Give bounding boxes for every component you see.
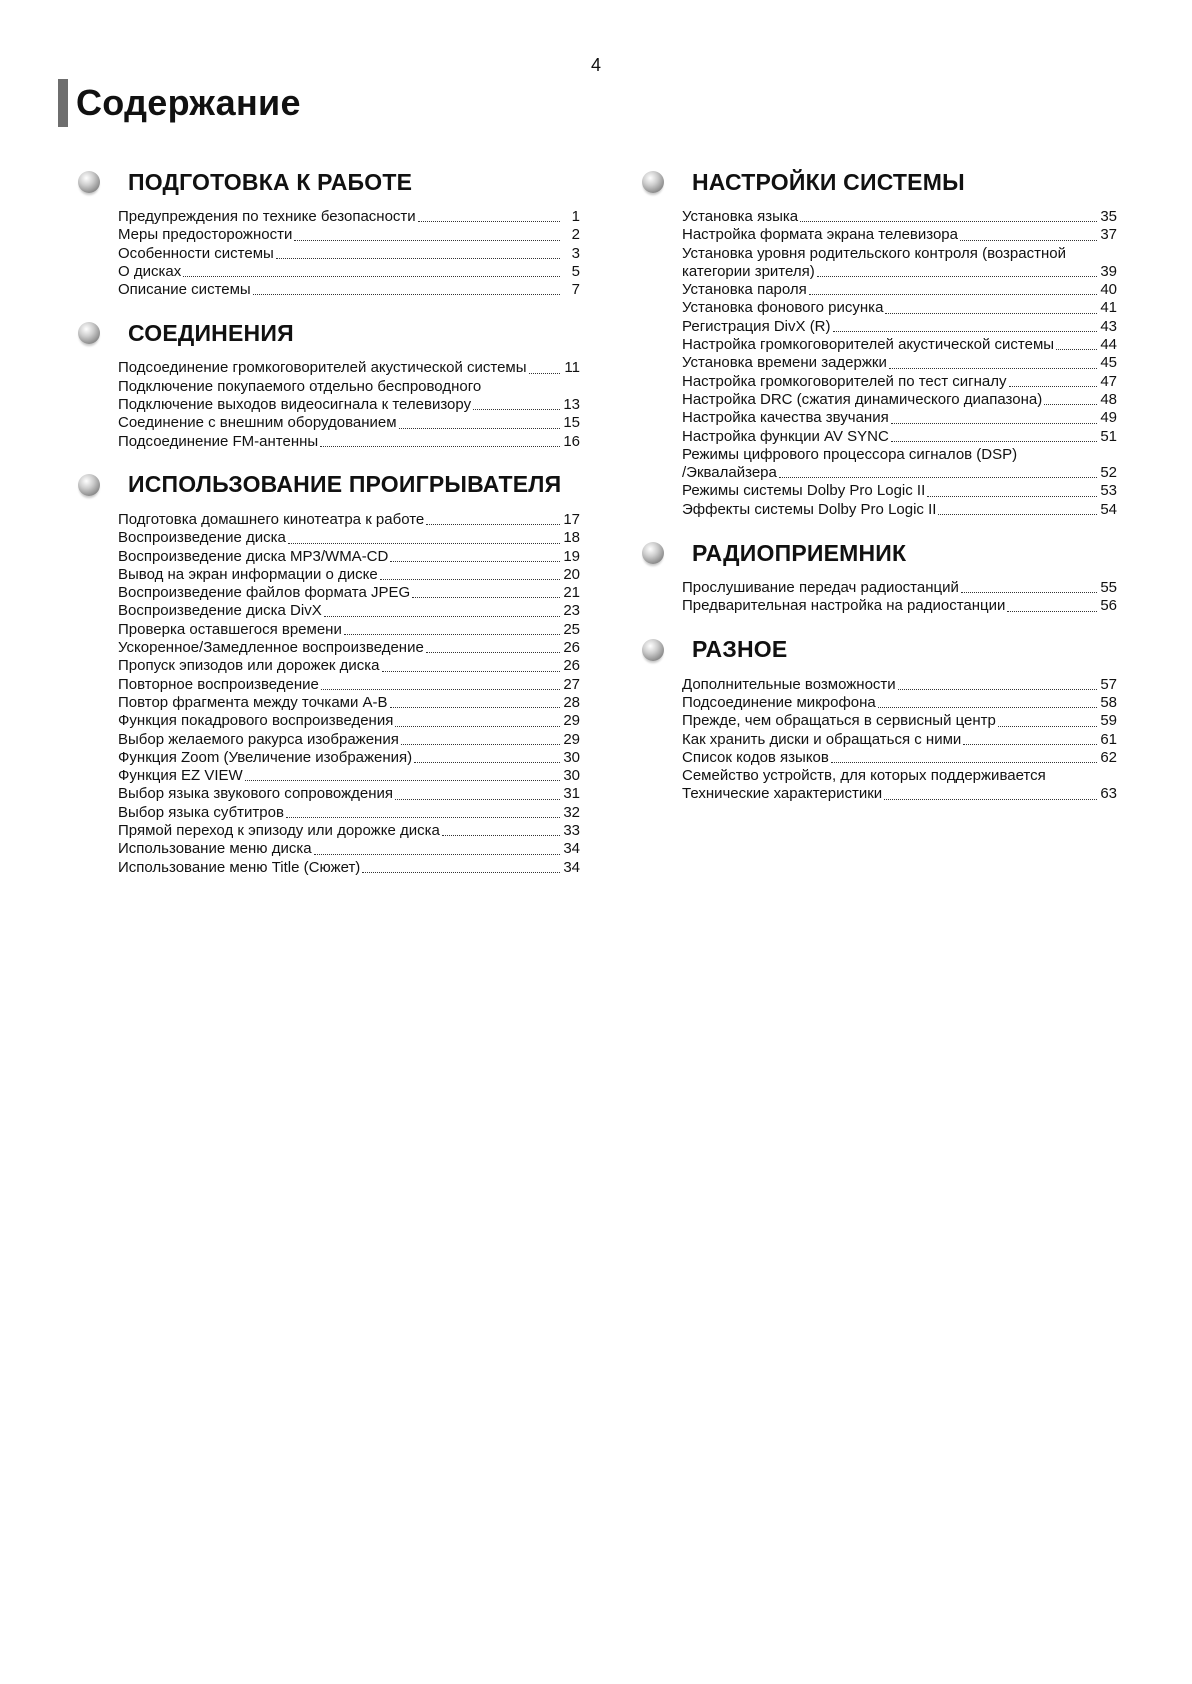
- toc-entries: [682, 676, 1117, 804]
- dot-leader: [884, 799, 1097, 800]
- toc-entry-title: Как хранить диски и обращаться с ними: [682, 730, 962, 748]
- toc-entry-title: Подсоединение FM-антенны: [118, 432, 319, 450]
- toc-entry: [118, 433, 580, 451]
- toc-entry-page: 30: [563, 767, 580, 785]
- toc-entry: [118, 621, 580, 639]
- toc-entry-title: Подсоединение микрофона: [682, 693, 876, 711]
- toc-entry: [118, 694, 580, 712]
- toc-entry-page: 40: [1100, 281, 1117, 299]
- toc-entry: [118, 602, 580, 620]
- right-column: [642, 164, 1117, 820]
- toc-entry: [682, 785, 1117, 803]
- toc-entry-page: 19: [563, 547, 580, 565]
- toc-entry-page: 33: [563, 822, 580, 840]
- toc-entry-title: Эффекты системы Dolby Pro Logic II: [682, 500, 937, 518]
- toc-entry-title: Проверка оставшегося времени: [118, 620, 342, 638]
- toc-entry-page: 29: [563, 712, 580, 730]
- toc-entry-page: 5: [571, 262, 580, 280]
- dot-leader: [390, 707, 560, 708]
- toc-entry-page: 23: [563, 602, 580, 620]
- toc-entry-title: Прямой переход к эпизоду или дорожке диска: [118, 822, 440, 840]
- toc-entry-title: Прослушивание передач радиостанций: [682, 579, 959, 597]
- toc-entry: [682, 245, 1117, 263]
- toc-entry-page: 34: [563, 858, 580, 876]
- toc-entry-title: Настройка формата экрана телевизора: [682, 226, 958, 244]
- toc-entry-page: 2: [571, 226, 580, 244]
- dot-leader: [245, 780, 560, 781]
- dot-leader: [276, 258, 560, 259]
- toc-entry-title: Использование меню Title (Сюжет): [118, 858, 361, 876]
- dot-leader: [938, 514, 1097, 515]
- dot-leader: [399, 428, 560, 429]
- dot-leader: [891, 441, 1097, 442]
- toc-entry-title: Регистрация DivX (R): [682, 317, 831, 335]
- toc-entry-title: Предварительная настройка на радиостанции: [682, 597, 1006, 615]
- toc-entry-title: Выбор желаемого ракурса изображения: [118, 730, 399, 748]
- toc-entry-title: Использование меню диска: [118, 840, 312, 858]
- toc-entry-title: Вывод на экран информации о диске: [118, 565, 378, 583]
- dot-leader: [1056, 349, 1097, 350]
- section-radio: [642, 535, 1117, 616]
- toc-entry-title: Дополнительные возможности: [682, 675, 896, 693]
- toc-entry-title: Предупреждения по технике безопасности: [118, 208, 416, 225]
- toc-entry-page: 51: [1100, 427, 1117, 445]
- toc-entry: [118, 208, 580, 226]
- toc-entry: [682, 336, 1117, 354]
- dot-leader: [1007, 611, 1097, 612]
- section-title: ИСПОЛЬЗОВАНИЕ ПРОИГРЫВАТЕЛЯ: [128, 471, 562, 498]
- toc-entry: [682, 712, 1117, 730]
- toc-entries: [682, 579, 1117, 616]
- dot-leader: [418, 221, 560, 222]
- toc-entry-title: Ускоренное/Замедленное воспроизведение: [118, 639, 424, 657]
- page-number: 4: [590, 55, 601, 75]
- dot-leader: [320, 446, 560, 447]
- toc-entry-title: Подготовка домашнего кинотеатра к работе: [118, 510, 425, 528]
- dot-leader: [412, 597, 560, 598]
- toc-entry: [682, 464, 1117, 482]
- toc-entry: [118, 767, 580, 785]
- dot-leader: [961, 592, 1097, 593]
- toc-entry-page: 21: [563, 584, 580, 602]
- toc-entry-page: 41: [1100, 299, 1117, 317]
- section-system-settings: [642, 164, 1117, 519]
- toc-entry: [118, 226, 580, 244]
- toc-entry: [118, 281, 580, 299]
- toc-entry-page: 54: [1100, 500, 1117, 518]
- toc-entry: [682, 208, 1117, 226]
- left-column: [78, 164, 580, 893]
- toc-entry-page: 59: [1100, 712, 1117, 730]
- dot-leader: [831, 762, 1097, 763]
- section-header: [642, 632, 1117, 668]
- toc-entry-page: 61: [1100, 730, 1117, 748]
- dot-leader: [253, 294, 560, 295]
- toc-entry-page: 34: [563, 840, 580, 858]
- toc-entry-title: Установка времени задержки: [682, 354, 887, 372]
- toc-entry: [118, 511, 580, 529]
- toc-entry-title: Настройка качества звучания: [682, 409, 889, 427]
- dot-leader: [426, 524, 560, 525]
- dot-leader: [286, 817, 560, 818]
- toc-entry: [682, 446, 1117, 464]
- toc-entry: [118, 378, 580, 396]
- toc-entry-title: Подключение покупаемого отдельно беспроводного: [118, 377, 482, 395]
- dot-leader: [809, 294, 1097, 295]
- dot-leader: [891, 423, 1097, 424]
- dot-leader: [183, 276, 560, 277]
- toc-entry-page: 26: [563, 639, 580, 657]
- toc-entry-title: Режимы системы Dolby Pro Logic II: [682, 482, 926, 500]
- section-title: РАЗНОЕ: [692, 636, 788, 663]
- toc-entry-title: Настройка функции AV SYNC: [682, 427, 889, 445]
- toc-entry: [682, 731, 1117, 749]
- toc-entries: [118, 359, 580, 450]
- toc-entries: [682, 208, 1117, 519]
- dot-leader: [321, 689, 560, 690]
- toc-entry-title: Функция EZ VIEW: [118, 767, 243, 785]
- section-header: [78, 164, 580, 200]
- toc-entry: [682, 299, 1117, 317]
- sphere-bullet-icon: [642, 171, 664, 193]
- toc-entry-title: /Эквалайзера: [682, 464, 777, 482]
- dot-leader: [963, 744, 1097, 745]
- dot-leader: [294, 240, 560, 241]
- toc-entry: [118, 712, 580, 730]
- toc-entry-title: Воспроизведение файлов формата JPEG: [118, 584, 411, 602]
- toc-entry: [682, 409, 1117, 427]
- dot-leader: [779, 477, 1097, 478]
- toc-entry-title: Установка уровня родительского контроля (возрастной: [682, 244, 1066, 262]
- dot-leader: [998, 726, 1097, 727]
- section-title: СОЕДИНЕНИЯ: [128, 319, 294, 346]
- dot-leader: [885, 313, 1097, 314]
- toc-entry-page: 57: [1100, 675, 1117, 693]
- toc-entry-title: Настройка громкоговорителей акустической системы: [682, 336, 1055, 354]
- dot-leader: [898, 689, 1097, 690]
- toc-entries: [118, 208, 580, 299]
- dot-leader: [390, 561, 560, 562]
- dot-leader: [380, 579, 560, 580]
- toc-entry-page: 47: [1100, 372, 1117, 390]
- toc-entry-page: 27: [563, 675, 580, 693]
- toc-entry-title: Семейство устройств, для которых поддерживается: [682, 767, 1046, 785]
- dot-leader: [382, 671, 560, 672]
- toc-entry-page: 63: [1100, 785, 1117, 803]
- section-title: НАСТРОЙКИ СИСТЕМЫ: [692, 168, 965, 195]
- toc-entry-title: Прежде, чем обращаться в сервисный центр: [682, 712, 996, 730]
- toc-entry-page: 48: [1100, 390, 1117, 408]
- section-preparation: [78, 164, 580, 299]
- toc-entry: [118, 639, 580, 657]
- section-connections: [78, 315, 580, 450]
- toc-entry: [682, 694, 1117, 712]
- toc-entry: [682, 354, 1117, 372]
- toc-entry-page: 32: [563, 803, 580, 821]
- sphere-bullet-icon: [78, 171, 100, 193]
- toc-entry: [682, 749, 1117, 767]
- toc-entry-page: 17: [563, 510, 580, 528]
- dot-leader: [414, 762, 560, 763]
- toc-entry-title: Особенности системы: [118, 244, 274, 262]
- dot-leader: [324, 616, 560, 617]
- toc-entry-title: Воспроизведение диска: [118, 529, 286, 547]
- toc-entry-page: 53: [1100, 482, 1117, 500]
- toc-entry-title: Список кодов языков: [682, 748, 829, 766]
- toc-entry: [118, 840, 580, 858]
- toc-entry-page: 26: [563, 657, 580, 675]
- sphere-bullet-icon: [78, 322, 100, 344]
- toc-entry: [118, 731, 580, 749]
- toc-entry: [118, 785, 580, 803]
- toc-entry-title: категории зрителя): [682, 262, 815, 280]
- toc-entry-page: 29: [563, 730, 580, 748]
- title-bar-decoration: [58, 79, 68, 127]
- toc-entry: [682, 428, 1117, 446]
- dot-leader: [878, 707, 1097, 708]
- page-title-text: Содержание: [76, 82, 301, 123]
- toc-entry-title: Установка пароля: [682, 281, 807, 299]
- sphere-bullet-icon: [642, 542, 664, 564]
- toc-entry: [682, 281, 1117, 299]
- dot-leader: [960, 240, 1097, 241]
- toc-entry-title: Настройка DRC (сжатия динамического диапазона): [682, 390, 1043, 408]
- toc-entry: [682, 767, 1117, 785]
- toc-entry-page: 11: [564, 359, 580, 377]
- section-title: ПОДГОТОВКА К РАБОТЕ: [128, 168, 413, 195]
- toc-entry-title: Функция покадрового воспроизведения: [118, 712, 394, 730]
- dot-leader: [889, 368, 1097, 369]
- toc-entry: [682, 226, 1117, 244]
- toc-entry-title: Повтор фрагмента между точками A-B: [118, 693, 388, 711]
- toc-entry-page: 37: [1100, 226, 1117, 244]
- toc-entry: [682, 501, 1117, 519]
- toc-entry: [118, 245, 580, 263]
- toc-entry-page: 44: [1100, 336, 1117, 354]
- toc-entry: [118, 263, 580, 281]
- toc-entry-page: 7: [571, 281, 580, 299]
- sphere-bullet-icon: [78, 474, 100, 496]
- toc-entry: [118, 749, 580, 767]
- toc-entry-page: 28: [563, 693, 580, 711]
- toc-entry-title: Выбор языка субтитров: [118, 803, 284, 821]
- toc-entry-title: Повторное воспроизведение: [118, 675, 319, 693]
- toc-entry-title: Функция Zoom (Увеличение изображения): [118, 748, 413, 766]
- toc-entry: [118, 657, 580, 675]
- toc-entry-page: 16: [563, 432, 580, 450]
- toc-entry-page: 39: [1100, 262, 1117, 280]
- dot-leader: [529, 373, 560, 374]
- dot-leader: [288, 543, 560, 544]
- dot-leader: [362, 872, 560, 873]
- toc-entry-page: 56: [1100, 597, 1117, 615]
- toc-entry: [118, 859, 580, 877]
- toc-entry: [118, 676, 580, 694]
- toc-entry-page: 25: [563, 620, 580, 638]
- toc-entry: [118, 414, 580, 432]
- toc-entry-page: 45: [1100, 354, 1117, 372]
- toc-entry: [682, 318, 1117, 336]
- section-misc: [642, 632, 1117, 804]
- toc-entry-page: 43: [1100, 317, 1117, 335]
- toc-entry: [682, 391, 1117, 409]
- toc-entry: [118, 584, 580, 602]
- toc-entry-page: 52: [1100, 464, 1117, 482]
- toc-entry-page: 30: [563, 748, 580, 766]
- toc-entry: [118, 822, 580, 840]
- toc-entry: [682, 597, 1117, 615]
- toc-entry-title: Подсоединение громкоговорителей акустической системы: [118, 359, 527, 377]
- toc-entry-title: Настройка громкоговорителей по тест сигналу: [682, 372, 1007, 390]
- toc-entry-title: Меры предосторожности: [118, 226, 293, 244]
- toc-entry-page: 55: [1100, 579, 1117, 597]
- toc-entry-title: Установка фонового рисунка: [682, 299, 884, 317]
- dot-leader: [401, 744, 560, 745]
- dot-leader: [442, 835, 560, 836]
- toc-entry: [118, 548, 580, 566]
- toc-entry-page: 62: [1100, 748, 1117, 766]
- toc-entry-page: 13: [563, 396, 580, 414]
- dot-leader: [800, 221, 1097, 222]
- dot-leader: [395, 726, 560, 727]
- dot-leader: [1009, 386, 1097, 387]
- toc-entry-title: Описание системы: [118, 281, 251, 299]
- toc-entry: [118, 566, 580, 584]
- toc-entry: [682, 676, 1117, 694]
- toc-entry-page: 18: [563, 529, 580, 547]
- dot-leader: [817, 276, 1097, 277]
- toc-entry-title: Воспроизведение диска DivX: [118, 602, 322, 620]
- dot-leader: [1044, 404, 1097, 405]
- toc-entry-title: Технические характеристики: [682, 785, 883, 803]
- toc-entry-title: Выбор языка звукового сопровождения: [118, 785, 394, 803]
- dot-leader: [344, 634, 560, 635]
- toc-entry-title: Воспроизведение диска MP3/WMA-CD: [118, 547, 389, 565]
- toc-entry: [682, 263, 1117, 281]
- dot-leader: [473, 409, 560, 410]
- section-header: [78, 467, 580, 503]
- toc-entry-title: Режимы цифрового процессора сигналов (DSP): [682, 445, 1018, 463]
- page-title: [58, 79, 301, 127]
- toc-entry: [118, 396, 580, 414]
- toc-entry-title: Установка языка: [682, 208, 799, 225]
- toc-entry-page: 15: [563, 414, 580, 432]
- dot-leader: [833, 331, 1097, 332]
- section-title: РАДИОПРИЕМНИК: [692, 539, 907, 566]
- toc-entry-page: 49: [1100, 409, 1117, 427]
- section-header: [78, 315, 580, 351]
- toc-entry-page: 35: [1100, 208, 1117, 225]
- toc-entry-page: 31: [563, 785, 580, 803]
- toc-entry-title: Соединение с внешним оборудованием: [118, 414, 397, 432]
- toc-entry-page: 20: [563, 565, 580, 583]
- toc-entry-title: Пропуск эпизодов или дорожек диска: [118, 657, 380, 675]
- toc-entry: [682, 373, 1117, 391]
- dot-leader: [314, 854, 560, 855]
- toc-entry-title: О дисках: [118, 262, 182, 280]
- toc-entry: [118, 804, 580, 822]
- dot-leader: [927, 496, 1097, 497]
- section-player-usage: [78, 467, 580, 877]
- toc-entries: [118, 511, 580, 877]
- section-header: [642, 164, 1117, 200]
- toc-entry: [118, 359, 580, 377]
- dot-leader: [395, 799, 560, 800]
- sphere-bullet-icon: [642, 639, 664, 661]
- toc-entry-page: 1: [571, 208, 580, 225]
- toc-entry-page: 58: [1100, 693, 1117, 711]
- toc-entry: [118, 529, 580, 547]
- toc-entry: [682, 579, 1117, 597]
- toc-entry-page: 3: [571, 244, 580, 262]
- section-header: [642, 535, 1117, 571]
- toc-entry: [682, 482, 1117, 500]
- toc-entry-title: Подключение выходов видеосигнала к телевизору: [118, 396, 472, 414]
- dot-leader: [426, 652, 560, 653]
